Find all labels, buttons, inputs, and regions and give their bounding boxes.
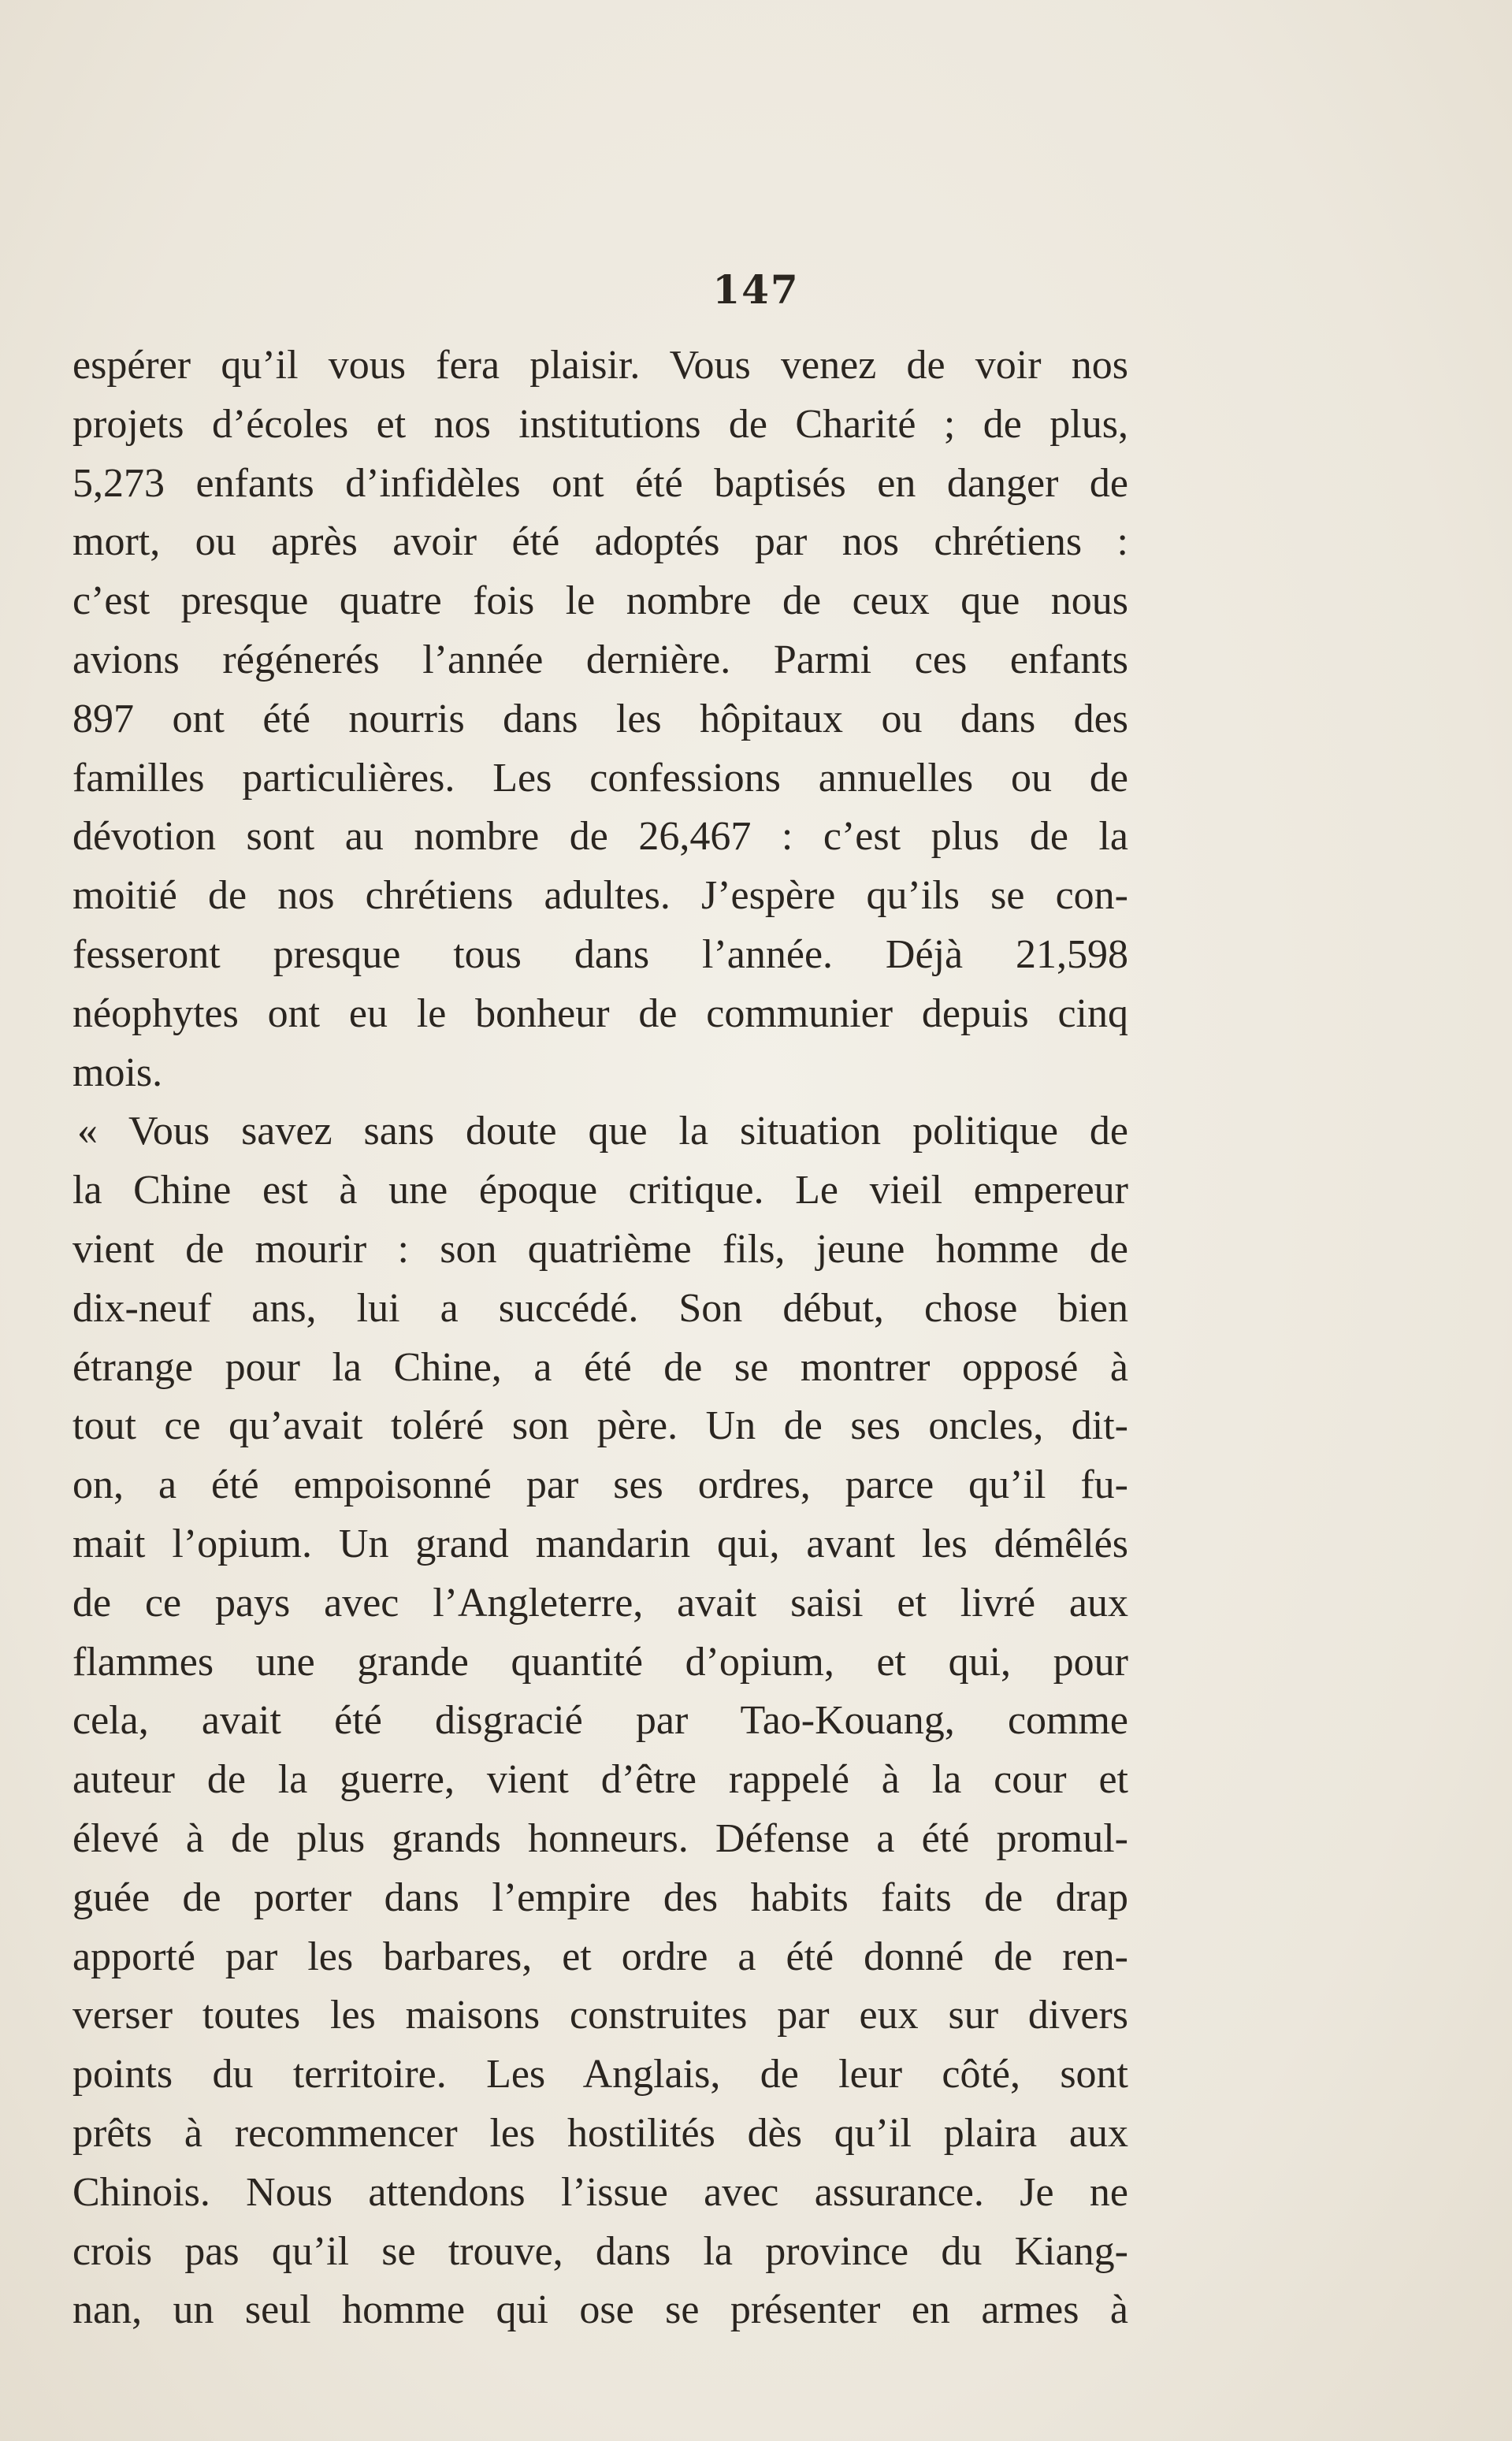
text-line: apporté par les barbares, et ordre a été donné de ren- [72,1934,1128,1979]
body-text [72,336,1128,2340]
text-line: auteur de la guerre, vient d’être rappelé à la cour et [72,1757,1128,1803]
text-line: on, a été empoisonné par ses ordres, parce qu’il fu- [72,1462,1128,1508]
text-line: prêts à recommencer les hostilités dès qu’il plaira aux [72,2110,1128,2156]
text-line: « Vous savez sans doute que la situation politique de [77,1109,1128,1154]
text-line: 5,273 enfants d’infidèles ont été baptisés en danger de [72,460,1128,506]
text-line: étrange pour la Chine, a été de se montrer opposé à [72,1344,1128,1390]
text-line: mort, ou après avoir été adoptés par nos chrétiens : [72,519,1128,565]
text-line: moitié de nos chrétiens adultes. J’espère qu’ils se con- [72,873,1128,919]
text-line: verser toutes les maisons construites par eux sur divers [72,1993,1128,2038]
text-line: flammes une grande quantité d’opium, et qui, pour [72,1639,1128,1685]
text-line: cela, avait été disgracié par Tao-Kouang, comme [72,1698,1128,1744]
text-line: mois. [72,1050,163,1095]
text-line: 897 ont été nourris dans les hôpitaux ou dans des [72,696,1128,741]
text-line: néophytes ont eu le bonheur de communier depuis cinq [72,990,1128,1036]
text-line: familles particulières. Les confessions annuelles ou de [72,755,1128,801]
page-number: 147 [712,266,800,313]
text-line: c’est presque quatre fois le nombre de ceux que nous [72,578,1128,624]
text-line: Chinois. Nous attendons l’issue avec assurance. Je ne [72,2169,1128,2215]
text-line: points du territoire. Les Anglais, de leur côté, sont [72,2052,1128,2097]
text-line: la Chine est à une époque critique. Le vieil empereur [72,1168,1128,1213]
text-line: tout ce qu’avait toléré son père. Un de ses oncles, dit- [72,1403,1128,1449]
text-line: dévotion sont au nombre de 26,467 : c’est plus de la [72,814,1128,860]
text-line: dix-neuf ans, lui a succédé. Son début, chose bien [72,1285,1128,1331]
text-line: espérer qu’il vous fera plaisir. Vous venez de voir nos [72,343,1128,388]
text-line: fesseront presque tous dans l’année. Déjà 21,598 [72,931,1128,977]
text-line: crois pas qu’il se trouve, dans la province du Kiang- [72,2228,1128,2274]
text-line: nan, un seul homme qui ose se présenter en armes à [72,2287,1128,2333]
text-line: avions régénerés l’année dernière. Parmi ces enfants [72,637,1128,682]
text-line: guée de porter dans l’empire des habits faits de drap [72,1874,1128,1920]
text-line: de ce pays avec l’Angleterre, avait saisi et livré aux [72,1580,1128,1625]
text-line: projets d’écoles et nos institutions de Charité ; de plus, [72,401,1128,447]
text-line: vient de mourir : son quatrième fils, jeune homme de [72,1226,1128,1272]
text-line: élevé à de plus grands honneurs. Défense a été promul- [72,1815,1128,1861]
text-line: mait l’opium. Un grand mandarin qui, avant les démêlés [72,1521,1128,1566]
